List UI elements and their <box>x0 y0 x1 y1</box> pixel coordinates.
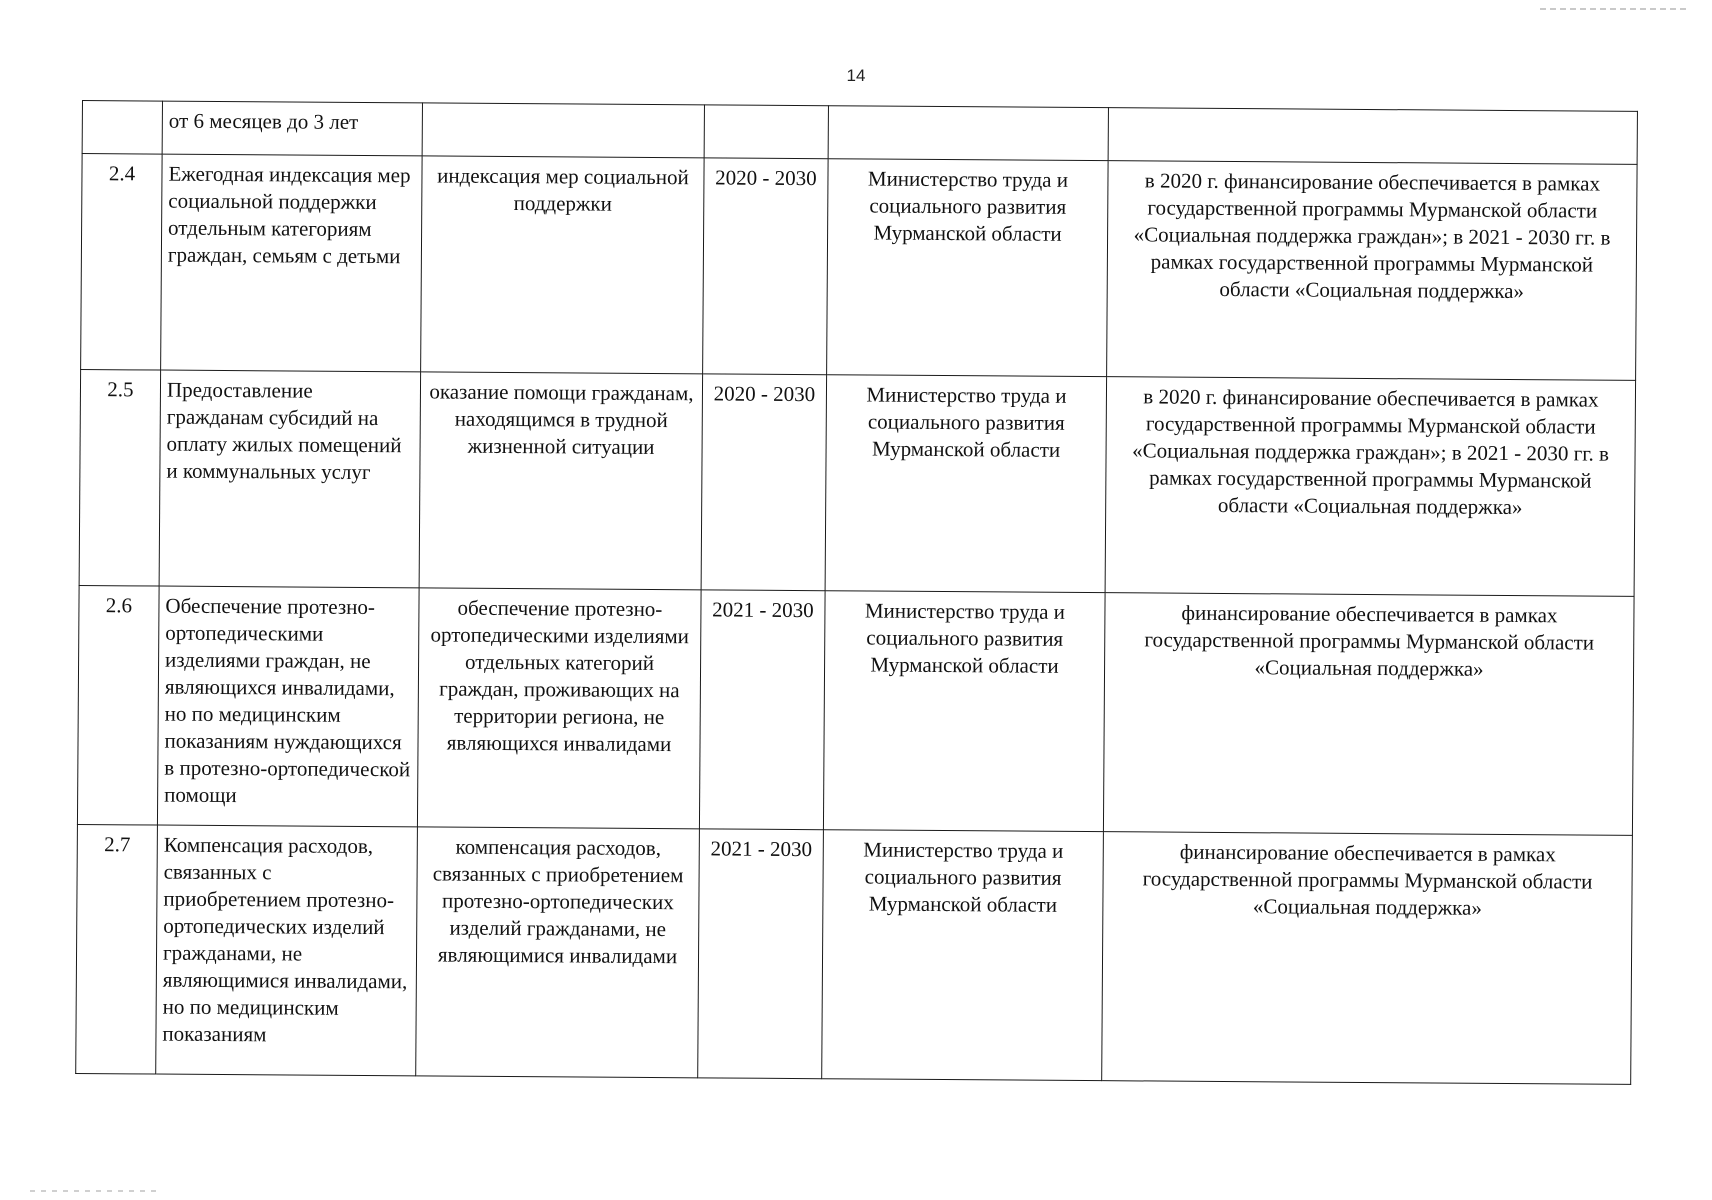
cell-number: 2.7 <box>76 824 158 1074</box>
cell-financing <box>1108 108 1637 165</box>
table-row <box>77 585 1634 835</box>
cell-executor: Министерство труда и социального развития Мурманской области <box>827 159 1109 377</box>
cell-executor <box>828 106 1108 161</box>
cell-period: 2020 - 2030 <box>701 374 827 591</box>
cell-measure-name: Обеспечение протезно-ортопедическими изделиями граждан, не являющихся инвалидами, но по медицинским показаниям нуждающихся в протезно-ортопедической помощи <box>157 586 419 827</box>
cell-expected-result: компенсация расходов, связанных с приобретением протезно-ортопедических изделий гражданами, не являющимися инвалидами <box>416 827 700 1078</box>
page-number: 14 <box>846 66 866 85</box>
table-row <box>81 154 1637 381</box>
scan-artifact-bottom <box>30 1190 160 1192</box>
cell-measure-name: Предоставление гражданам субсидий на оплату жилых помещений и коммунальных услуг <box>159 370 421 588</box>
cell-measure-name: от 6 месяцев до 3 лет <box>162 101 422 156</box>
cell-executor: Министерство труда и социального развития Мурманской области <box>822 830 1104 1081</box>
cell-period: 2021 - 2030 <box>699 590 825 830</box>
cell-period: 2021 - 2030 <box>698 829 824 1079</box>
cell-expected-result: обеспечение протезно-ортопедическими изделиями отдельных категорий граждан, проживающих на территории региона, не являющихся инвалидами <box>417 588 701 829</box>
cell-period <box>704 105 828 159</box>
measures-table <box>75 100 1638 1085</box>
cell-financing: в 2020 г. финансирование обеспечивается в рамках государственной программы Мурманской области «Социальная поддержка граждан»; в 2021 - 2030 гг. в рамках государственной программы Мурманской области «Социальная поддержка» <box>1107 161 1637 381</box>
cell-number: 2.4 <box>81 154 163 371</box>
cell-number: 2.5 <box>79 369 161 586</box>
cell-expected-result: оказание помощи гражданам, находящимся в трудной жизненной ситуации <box>419 372 703 590</box>
cell-executor: Министерство труда и социального развития Мурманской области <box>825 375 1107 593</box>
cell-measure-name: Ежегодная индексация мер социальной поддержки отдельным категориям граждан, семьям с детьми <box>161 154 423 372</box>
cell-financing: финансирование обеспечивается в рамках государственной программы Мурманской области «Социальная поддержка» <box>1103 593 1634 836</box>
cell-number <box>82 101 162 155</box>
cell-number: 2.6 <box>77 585 159 825</box>
cell-expected-result: индексация мер социальной поддержки <box>421 156 705 374</box>
cell-executor: Министерство труда и социального развития Мурманской области <box>823 591 1105 832</box>
scan-artifact-top <box>1540 8 1690 10</box>
table-row <box>76 824 1633 1084</box>
cell-expected-result <box>422 103 704 158</box>
table-row <box>79 369 1635 596</box>
cell-financing: в 2020 г. финансирование обеспечивается в рамках государственной программы Мурманской области «Социальная поддержка граждан»; в 2021 - 2030 гг. в рамках государственной программы Мурманской области «Социальная поддержка» <box>1105 377 1635 597</box>
cell-period: 2020 - 2030 <box>703 158 829 375</box>
cell-measure-name: Компенсация расходов, связанных с приобретением протезно-ортопедических изделий гражданами, не являющимися инвалидами, но по медицинским показаниям <box>156 825 418 1076</box>
cell-financing: финансирование обеспечивается в рамках государственной программы Мурманской области «Социальная поддержка» <box>1102 832 1633 1085</box>
